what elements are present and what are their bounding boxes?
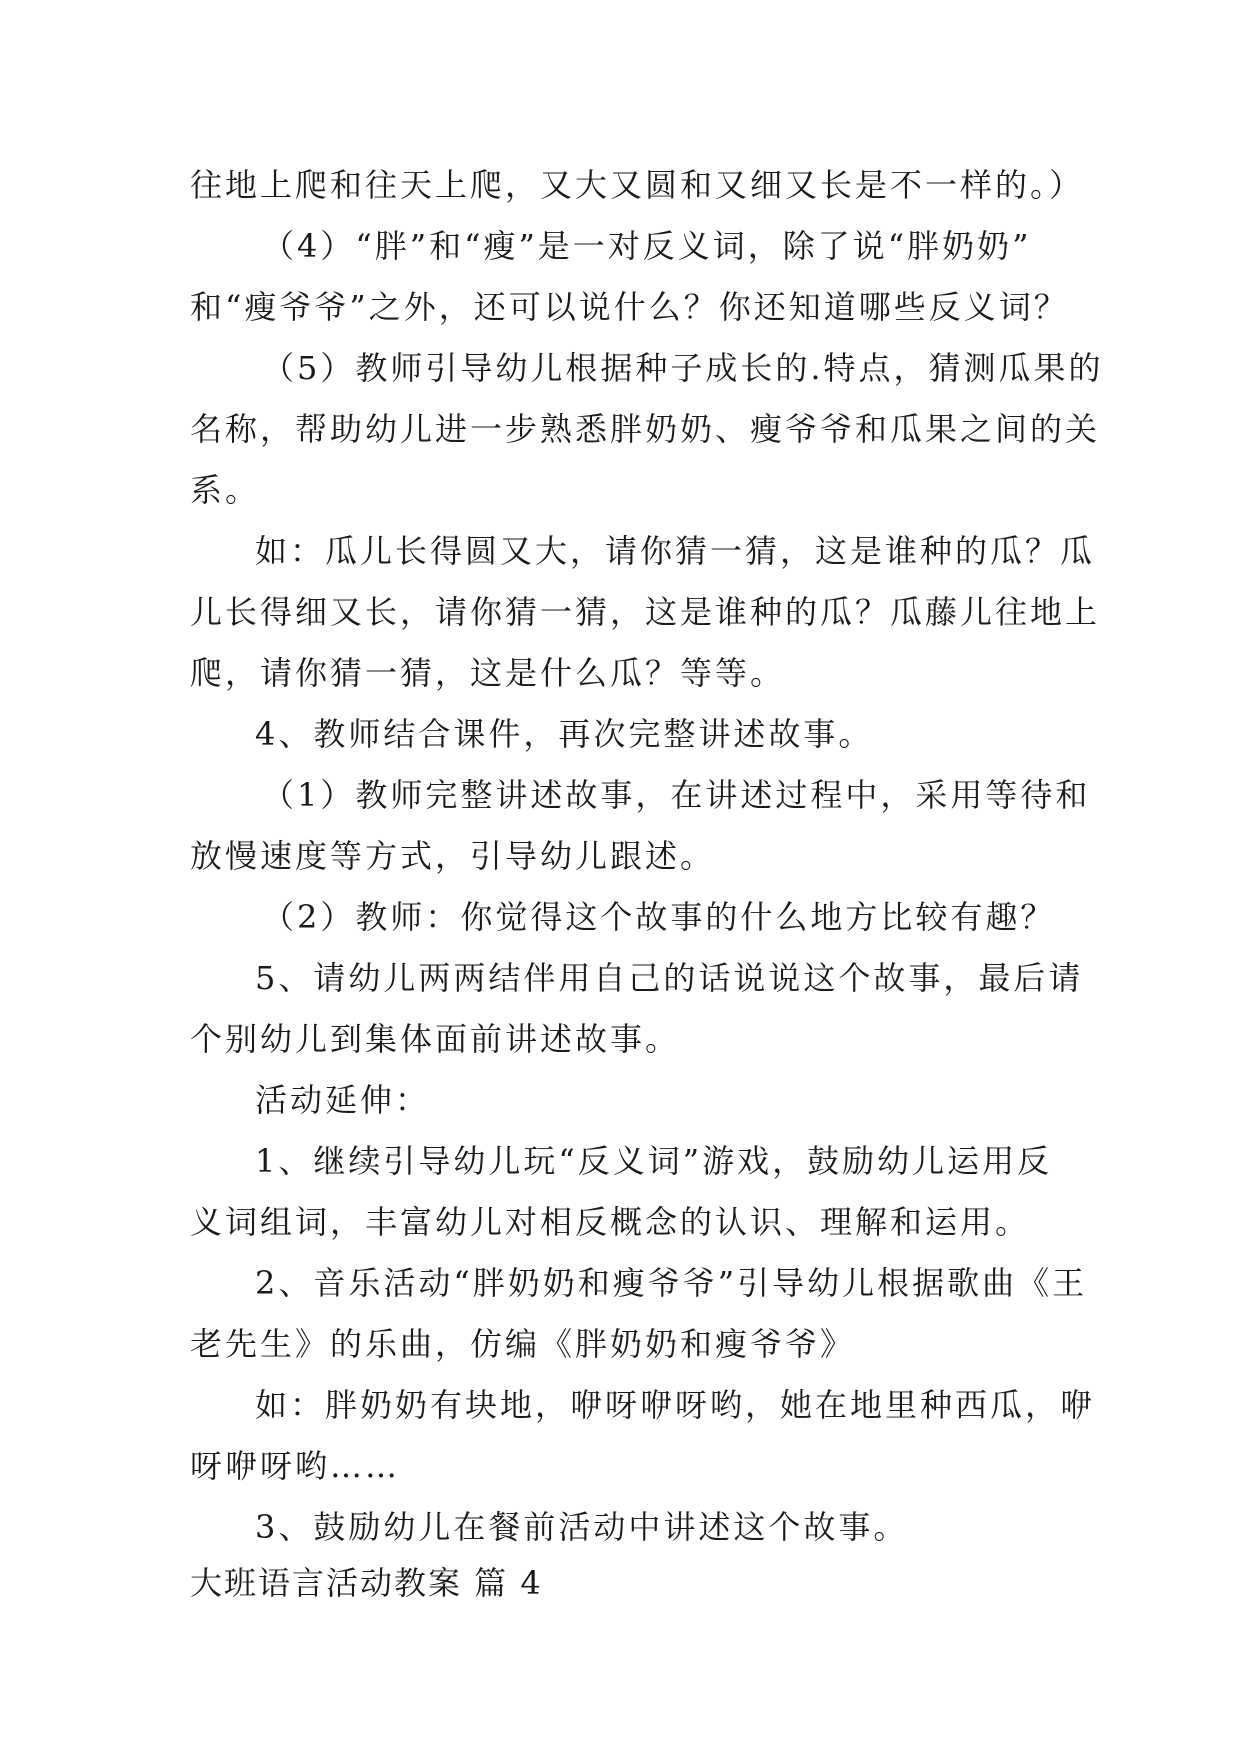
paragraph-line: 2、音乐活动“胖奶奶和瘦爷爷”引导幼儿根据歌曲《王	[255, 1264, 1088, 1302]
paragraph-line: 个别幼儿到集体面前讲述故事。	[190, 1020, 681, 1058]
paragraph-line: 活动延伸：	[255, 1081, 431, 1119]
paragraph-line: 5、请幼儿两两结伴用自己的话说说这个故事，最后请	[255, 959, 1084, 997]
paragraph-line: 往地上爬和往天上爬，又大又圆和又细又长是不一样的。）	[190, 166, 1085, 204]
paragraph-line: 名称，帮助幼儿进一步熟悉胖奶奶、瘦爷爷和瓜果之间的关	[190, 410, 1101, 448]
paragraph-line: （4）“胖”和“瘦”是一对反义词，除了说“胖奶奶”	[262, 227, 1032, 265]
paragraph-line: （2）教师：你觉得这个故事的什么地方比较有趣？	[262, 898, 1056, 936]
paragraph-line: 爬，请你猜一猜，这是什么瓜？等等。	[190, 654, 786, 692]
paragraph-line: 1、继续引导幼儿玩“反义词”游戏，鼓励幼儿运用反	[255, 1142, 1053, 1180]
paragraph-line: （1）教师完整讲述故事，在讲述过程中，采用等待和	[262, 776, 1091, 814]
paragraph-line: 和“瘦爷爷”之外，还可以说什么？你还知道哪些反义词？	[190, 288, 1069, 326]
paragraph-line: 如：胖奶奶有块地，咿呀咿呀哟，她在地里种西瓜，咿	[255, 1386, 1096, 1424]
paragraph-line: 如：瓜儿长得圆又大，请你猜一猜，这是谁种的瓜？瓜	[255, 532, 1096, 570]
paragraph-line: 老先生》的乐曲，仿编《胖奶奶和瘦爷爷》	[190, 1325, 856, 1363]
paragraph-line: 儿长得细又长，请你猜一猜，这是谁种的瓜？瓜藤儿往地上	[190, 593, 1101, 631]
paragraph-line: 呀咿呀哟……	[190, 1447, 401, 1485]
paragraph-line: 义词组词，丰富幼儿对相反概念的认识、理解和运用。	[190, 1203, 1031, 1241]
section-heading: 大班语言活动教案 篇 4	[190, 1564, 543, 1602]
paragraph-line: 4、教师结合课件，再次完整讲述故事。	[255, 715, 874, 753]
paragraph-line: 放慢速度等方式，引导幼儿跟述。	[190, 837, 716, 875]
paragraph-line: （5）教师引导幼儿根据种子成长的.特点，猜测瓜果的	[262, 349, 1104, 387]
paragraph-line: 系。	[190, 471, 261, 509]
paragraph-line: 3、鼓励幼儿在餐前活动中讲述这个故事。	[255, 1508, 909, 1546]
